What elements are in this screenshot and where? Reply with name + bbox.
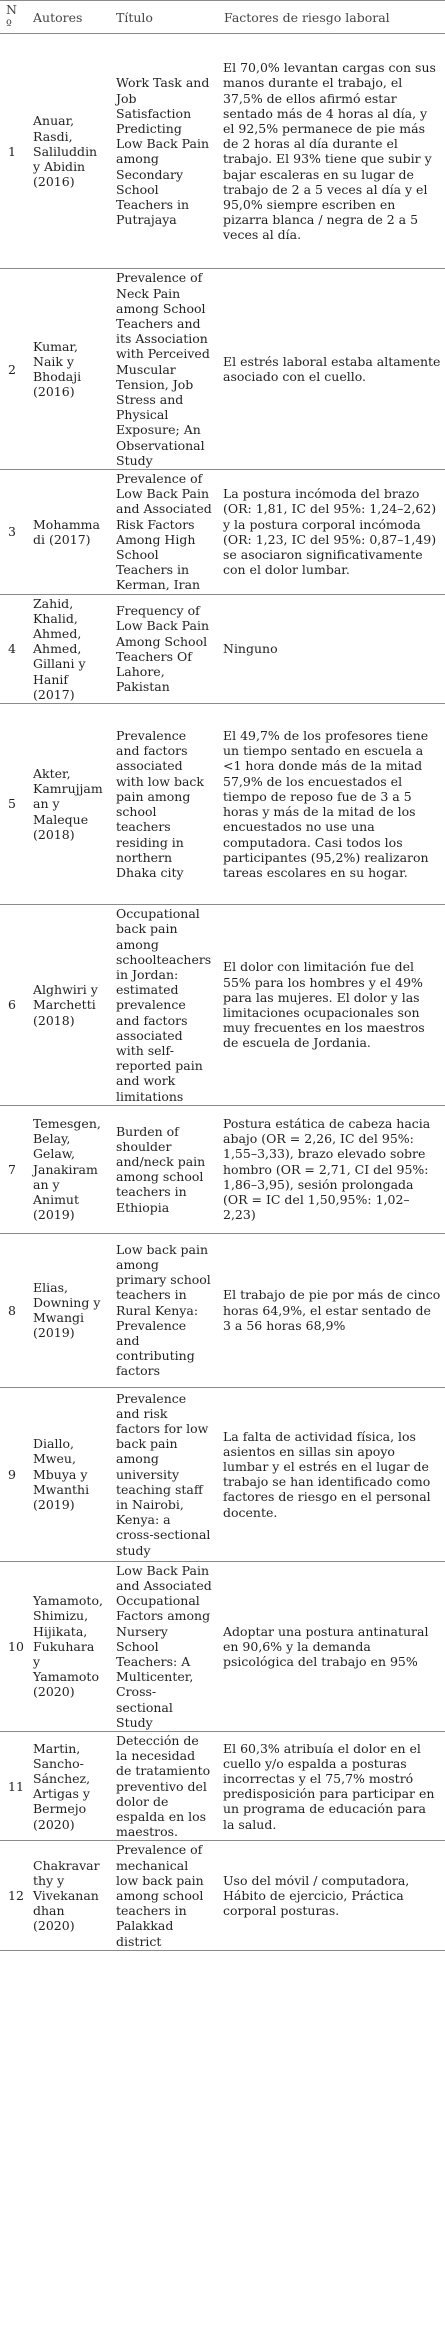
row-risk-factors: El trabajo de pie por más de cinco horas 64,9%, el estar sentado de 3 a 56 horas 68,9% [218, 1233, 445, 1387]
header-row [0, 1, 445, 34]
row-risk-factors: La postura incómoda del brazo (OR: 1,81, IC del 95%: 1,24–2,62) y la postura corporal incómoda (OR: 1,23, IC del 95%: 0,87–1,49) se asociaron significativamente con el dolor lumbar. [218, 470, 445, 595]
row-title: Frequency of Low Back Pain Among School Teachers Of Lahore, Pakistan [110, 594, 218, 703]
table-row [0, 34, 445, 269]
row-title: Prevalence and factors associated with low back pain among school teachers residing in northern Dhaka city [110, 704, 218, 905]
row-title: Occupational back pain among schoolteachers in Jordan: estimated prevalence and factors associated with self-reported pain and work limitations [110, 905, 218, 1106]
row-risk-factors: La falta de actividad física, los asientos en sillas sin apoyo lumbar y el estrés en el lugar de trabajo se han identificado como factores de riesgo en el personal docente. [218, 1387, 445, 1561]
row-number: 5 [0, 704, 27, 905]
row-title: Low back pain among primary school teachers in Rural Kenya: Prevalence and contributing factors [110, 1233, 218, 1387]
row-authors: Chakravarthy y Vivekanandhan (2020) [27, 1841, 110, 1950]
row-risk-factors: Postura estática de cabeza hacia abajo (OR = 2,26, IC del 95%: 1,55–3,33), brazo elevado sobre hombro (OR = 2,71, CI del 95%: 1,86–3,95), sesión prolongada (OR = IC del 1,50,95%: 1,02–2,23) [218, 1105, 445, 1233]
row-authors: Mohammadi (2017) [27, 470, 110, 595]
table-row [0, 704, 445, 905]
row-number: 11 [0, 1731, 27, 1840]
header-number: Nº [0, 1, 27, 34]
row-authors: Anuar, Rasdi, Saliluddin y Abidin (2016) [27, 34, 110, 269]
header-authors: Autores [27, 1, 110, 34]
row-title: Burden of shoulder and/neck pain among school teachers in Ethiopia [110, 1105, 218, 1233]
table-row [0, 1233, 445, 1387]
row-number: 1 [0, 34, 27, 269]
row-authors: Elias, Downing y Mwangi (2019) [27, 1233, 110, 1387]
row-authors: Temesgen, Belay, Gelaw, Janakiraman y Animut (2019) [27, 1105, 110, 1233]
row-title: Prevalence of Neck Pain among School Teachers and its Association with Perceived Muscular Tension, Job Stress and Physical Exposure; An Observational Study [110, 269, 218, 470]
row-risk-factors: El dolor con limitación fue del 55% para los hombres y el 49% para las mujeres. El dolor y las limitaciones ocupacionales son muy frecuentes en los maestros de escuela de Jordania. [218, 905, 445, 1106]
row-risk-factors: El 49,7% de los profesores tiene un tiempo sentado en escuela a <1 hora donde más de la mitad 57,9% de los encuestados el tiempo de reposo fue de 3 a 5 horas y más de la mitad de los encuestados no use una computadora. Casi todos los participantes (95,2%) realizaron tareas escolares en su hogar. [218, 704, 445, 905]
table-row [0, 905, 445, 1106]
row-title: Prevalence and risk factors for low back pain among university teaching staff in Nairobi, Kenya: a cross-sectional study [110, 1387, 218, 1561]
row-authors: Kumar, Naik y Bhodaji (2016) [27, 269, 110, 470]
row-authors: Diallo, Mweu, Mbuya y Mwanthi (2019) [27, 1387, 110, 1561]
row-risk-factors: Uso del móvil / computadora, Hábito de ejercicio, Práctica corporal posturas. [218, 1841, 445, 1950]
row-title: Work Task and Job Satisfaction Predicting Low Back Pain among Secondary School Teachers in Putrajaya [110, 34, 218, 269]
row-number: 4 [0, 594, 27, 703]
row-risk-factors: El 70,0% levantan cargas con sus manos durante el trabajo, el 37,5% de ellos afirmó estar sentado más de 4 horas al día, y el 92,5% permanece de pie más de 2 horas al día durante el trabajo. El 93% tiene que subir y bajar escaleras en su lugar de trabajo de 2 a 5 veces al día y el 95,0% siempre escriben en pizarra blanca / negra de 2 a 5 veces al día. [218, 34, 445, 269]
table-row [0, 1841, 445, 1950]
row-authors: Yamamoto, Shimizu, Hijikata, Fukuhara y Yamamoto (2020) [27, 1561, 110, 1731]
row-title: Low Back Pain and Associated Occupational Factors among Nursery School Teachers: A Multicenter, Cross-sectional Study [110, 1561, 218, 1731]
table-row [0, 1731, 445, 1840]
row-number: 9 [0, 1387, 27, 1561]
row-number: 7 [0, 1105, 27, 1233]
header-title: Título [110, 1, 218, 34]
row-number: 6 [0, 905, 27, 1106]
table-row [0, 269, 445, 470]
row-risk-factors: Ninguno [218, 594, 445, 703]
table-row [0, 470, 445, 595]
row-risk-factors: El 60,3% atribuía el dolor en el cuello y/o espalda a posturas incorrectas y el 75,7% mostró predisposición para participar en un programa de educación para la salud. [218, 1731, 445, 1840]
row-number: 12 [0, 1841, 27, 1950]
table-row [0, 594, 445, 703]
row-risk-factors: Adoptar una postura antinatural en 90,6% y la demanda psicológica del trabajo en 95% [218, 1561, 445, 1731]
table-row [0, 1387, 445, 1561]
row-title: Detección de la necesidad de tratamiento preventivo del dolor de espalda en los maestros. [110, 1731, 218, 1840]
row-number: 3 [0, 470, 27, 595]
row-number: 10 [0, 1561, 27, 1731]
row-authors: Zahid, Khalid, Ahmed, Ahmed, Gillani y Hanif (2017) [27, 594, 110, 703]
row-authors: Martin, Sancho-Sánchez, Artigas y Bermejo (2020) [27, 1731, 110, 1840]
row-number: 2 [0, 269, 27, 470]
table-row [0, 1561, 445, 1731]
row-authors: Akter, Kamrujjaman y Maleque (2018) [27, 704, 110, 905]
header-risk-factors: Factores de riesgo laboral [218, 1, 445, 34]
row-title: Prevalence of Low Back Pain and Associated Risk Factors Among High School Teachers in Kerman, Iran [110, 470, 218, 595]
row-title: Prevalence of mechanical low back pain among school teachers in Palakkad district [110, 1841, 218, 1950]
row-risk-factors: El estrés laboral estaba altamente asociado con el cuello. [218, 269, 445, 470]
table-row [0, 1105, 445, 1233]
row-number: 8 [0, 1233, 27, 1387]
row-authors: Alghwiri y Marchetti (2018) [27, 905, 110, 1106]
